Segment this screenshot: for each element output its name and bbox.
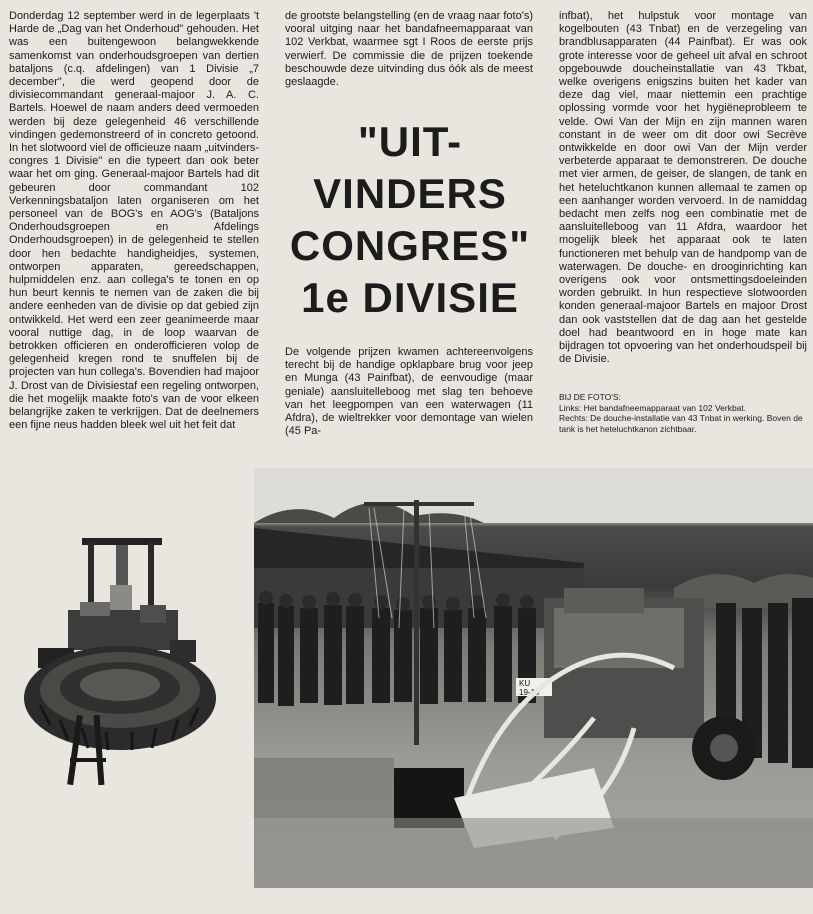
article-column-3 [559, 10, 807, 366]
photo-caption [559, 392, 809, 434]
caption-line-right: Rechts: De douche-installatie van 43 Tnbat in werking. Boven de tank is het heteluchtkanon zichtbaar. [559, 413, 803, 434]
article-text-col2-top: de grootste belangstelling (en de vraag naar foto's) vooral uitging naar het bandafneemapparaat van 102 Verkbat, waarmee sgt I Roos de eerste prijs verwierf. De commissie die de prijzen toekende beschouwde deze uitvinding dus óók als de meest geslaagde. [285, 10, 533, 89]
headline-line-1: "UIT- [357, 118, 463, 165]
article-column-2-top [285, 10, 533, 89]
tire-removal-apparatus-photo [20, 530, 220, 790]
article-column-1 [9, 10, 259, 433]
article-column-2-bottom [285, 346, 533, 438]
headline-line-3: CONGRES" [289, 222, 531, 269]
caption-line-left: Links: Het bandafneemapparaat van 102 Verkbat. [559, 402, 747, 413]
article-text-col2-bottom: De volgende prijzen kwamen achtereenvolgens terecht bij de handige opklapbare brug voor jeep en Munga (43 Painfbat), de eenvoudige (maar geniale) aansluitelleboog met slag ten behoeve van het leegpompen van een waterwagen (11 Afdra), de wieltrekker voor demontage van wielen (45 Pa- [285, 346, 533, 438]
svg-text:KU: KU [519, 679, 531, 688]
shower-installation-photo [254, 468, 813, 888]
svg-text:19-18: 19-18 [519, 688, 540, 697]
article-text-col3: infbat), het hulpstuk voor montage van kogelbouten (43 Tnbat) en de verzegeling van brandblusapparaten (44 Painfbat). Er was ook grote interesse voor de geheel uit afval en schroot opgebouwde doucheinstallatie van 43 Tkbat, welke overigens enigszins buiten het kader van deze dag viel, maar niettemin een prachtige oplossing vormde voor het hygiëneprobleem te velde. Owi Van der Mijn en zijn mannen waren constant in de weer om dit door owi Secrève ontwikkelde en door owi Van der Mijn verder verbeterde apparaat te demonstreren. De douche met vier armen, de geiser, de slangen, de tank en het heteluchtkanon kunnen allemaal te zamen op een aanhanger worden vervoerd. In de namiddag bedacht men zelfs nog een combinatie met de aansluitelleboog van 11 Afdra, waardoor het mogelijk bleek het apparaat ook te laten functioneren met behulp van de handpomp van de waterwagen. De douche- en drooginrichting kan overigens ook voor ontsmettingsdoeleinden worden gebruikt. In hun respectieve slotwoorden konden generaal-majoor Bartels en majoor Drost dan ook vaststellen dat de dag aan het gestelde doel had beantwoord en in hoge mate kan bijdragen tot opvoering van het onderhoudspeil bij de Divisie. [559, 10, 807, 366]
headline [280, 116, 540, 324]
caption-title: BIJ DE FOTO'S: [559, 392, 621, 402]
article-text-col1: Donderdag 12 september werd in de legerplaats 't Harde de „Dag van het Onderhoud" gehouden. Het was een buitengewoon belangwekkende samenkomst van onderhoudsgroepen van dertien bataljons (c.q. afdelingen) van 1 Divisie „7 december", die werd geopend door de divisiecommandant generaal-majoor J. A. C. Bartels. Hoewel de naam anders deed vermoeden werden bij deze gelegenheid 46 verschillende vindingen gedemonstreerd of in concreto getoond. In het slotwoord viel de officieuze naam „uitvinders-congres 1 Divisie" en die typeert dan ook beter waar het om ging. Generaal-majoor Bartels had dit gebeuren door commandant 102 Verkenningsbataljon laten organiseren om het personeel van de BOG's en AOG's (Bataljons Onderhoudsgroepen en Afdelings Onderhoudsgroepen) in de gelegenheid te stellen door hen bedachte handigheidjes, systemen, ontworpen apparaten, gereedschappen, hulpmiddelen enz. aan collega's te tonen en op hun beurt kennis te nemen van de zaken die bij andere eenheden van de divisie op dat gebied zijn ontwikkeld. Het werd een zeer geanimeerde maar vooral nuttige dag, in de loop waarvan de betrokken officieren en onderofficieren volop de gelegenheid kregen rond te snuffelen bij de projecten van hun collega's. Bovendien had majoor J. Drost van de Divisiestaf een regeling ontworpen, die het mogelijk maakte foto's van de voor elkeen belangrijke zaken te verkrijgen. Dat de deelnemers een fijne neus hadden bleek wel uit het feit dat [9, 10, 259, 432]
headline-line-2: VINDERS [313, 170, 507, 217]
headline-line-4: 1e DIVISIE [301, 274, 519, 321]
